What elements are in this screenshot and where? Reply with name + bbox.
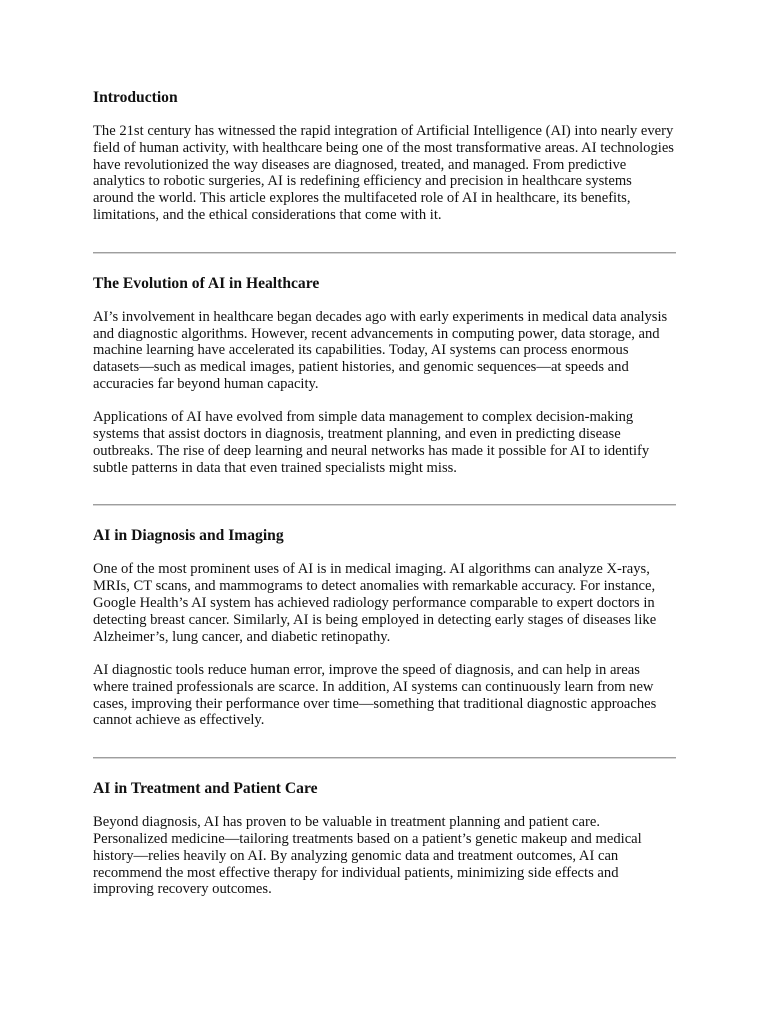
section-title: AI in Treatment and Patient Care — [93, 780, 318, 798]
paragraph: One of the most prominent uses of AI is in medical imaging. AI algorithms can analyze X-rays, MRIs, CT scans, and mammograms to detect anomalies with remarkable accuracy. For instance, Google Health’s AI system has achieved radiology performance comparable to expert doctors in detecting breast cancer. Similarly, AI is being employed in detecting early stages of diseases like Alzheimer’s, lung cancer, and diabetic retinopathy. — [93, 561, 657, 645]
paragraph: Beyond diagnosis, AI has proven to be valuable in treatment planning and patient care. Personalized medicine—tailoring treatments based on a patient’s genetic makeup and medical history—relies heavily on AI. By analyzing genomic data and treatment outcomes, AI can recommend the most effective therapy for individual patients, minimizing side effects and improving recovery outcomes. — [93, 814, 642, 898]
section-evolution — [93, 274, 676, 477]
section-introduction — [93, 88, 676, 224]
document-body — [93, 88, 676, 898]
section-title: AI in Diagnosis and Imaging — [93, 527, 284, 545]
section-diagnosis-imaging — [93, 526, 676, 729]
section-treatment-care — [93, 779, 676, 898]
paragraph: AI diagnostic tools reduce human error, improve the speed of diagnosis, and can help in areas where trained professionals are scarce. In addition, AI systems can continuously learn from new cases, improving their performance over time—something that traditional diagnostic approaches cannot achieve as effectively. — [93, 661, 657, 729]
paragraph: Applications of AI have evolved from simple data management to complex decision-making systems that assist doctors in diagnosis, treatment planning, and even in predicting disease outbreaks. The rise of deep learning and neural networks has made it possible for AI to identify subtle patterns in data that even trained specialists might miss. — [93, 409, 650, 476]
paragraph: AI’s involvement in healthcare began decades ago with early experiments in medical data analysis and diagnostic algorithms. However, recent advancements in computing power, data storage, and machine learning have accelerated its capabilities. Today, AI systems can process enormous datasets—such as medical images, patient histories, and genomic sequences—at speeds and accuracies far beyond human capacity. — [93, 308, 668, 392]
section-title: The Evolution of AI in Healthcare — [93, 274, 320, 292]
paragraph: The 21st century has witnessed the rapid integration of Artificial Intelligence (AI) into nearly every field of human activity, with healthcare being one of the most transformative areas. AI technologies have revolutionized the way diseases are diagnosed, treated, and managed. From predictive analytics to robotic surgeries, AI is redefining efficiency and precision in healthcare systems around the world. This article explores the multifaceted role of AI in healthcare, its benefits, limitations, and the ethical considerations that come with it. — [93, 123, 674, 223]
section-title: Introduction — [93, 89, 178, 106]
